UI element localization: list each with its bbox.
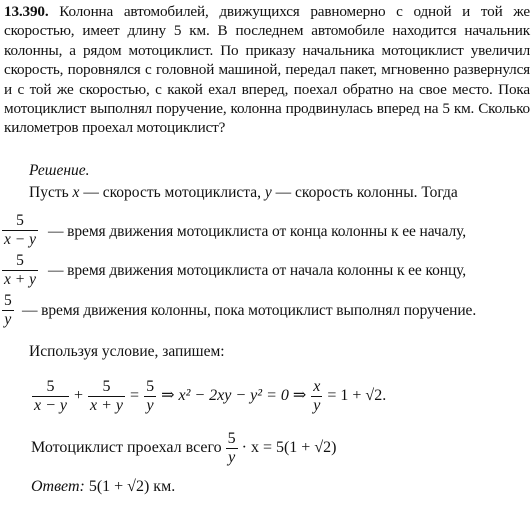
fraction-3-description: — время движения колонны, пока мотоциклист выполнял поручение. (22, 302, 477, 319)
quadratic-equation: x² − 2xy − y² = 0 (178, 387, 289, 405)
answer-line (31, 478, 175, 496)
fraction-2-denominator: x + y (4, 271, 36, 288)
implies-arrow-1: ⇒ (161, 387, 175, 405)
eq-fraction-4-numerator: x (313, 378, 321, 395)
eq-fraction-4 (311, 378, 322, 415)
fraction-3 (2, 292, 14, 329)
solution-intro (29, 184, 458, 202)
fraction-2-description: — время движения мотоциклиста от начала колонны к ее концу, (48, 262, 467, 279)
problem-number: 13.390. (4, 3, 49, 20)
eq-fraction-1 (32, 378, 69, 415)
eq-fraction-2 (88, 378, 125, 415)
problem-text: Колонна автомобилей, движущихся равномерно с одной и той же скоростью, имеет длину 5 км. В последнем автомобиле находится начальник колонны, а рядом мотоциклист. По приказу начальника мотоциклист увеличил скорость, поровнялся с головной машиной, передал пакет, мгновенно развернулся и с той же скоростью, с какой ехал вперед, поехал обратно на свое место. Пока мотоциклист выполнял поручение, колонна продвинулась вперед на 5 км. Сколько километров проехал мотоциклист? (4, 3, 530, 137)
total-expression: · x = 5(1 + √2) (241, 439, 337, 457)
total-distance-text: Мотоциклист проехал всего (31, 439, 222, 457)
eq-fraction-4-denominator: y (313, 397, 321, 414)
fraction-3-numerator: 5 (4, 292, 12, 309)
answer-label: Ответ: (31, 478, 85, 495)
equals-sign: = (130, 387, 140, 405)
intro-mid: — скорость мотоциклиста, (79, 184, 265, 201)
intro-suffix: — скорость колонны. Тогда (271, 184, 458, 201)
intro-prefix: Пусть (29, 184, 73, 201)
total-fraction (226, 430, 238, 467)
plus-sign: + (74, 387, 84, 405)
variable-y: y (264, 184, 272, 201)
main-equation (31, 378, 386, 415)
problem-statement (4, 2, 530, 138)
eq-fraction-3 (144, 378, 156, 415)
fraction-1-numerator: 5 (16, 212, 24, 229)
fraction-line-3 (2, 292, 14, 329)
fraction-1-description: — время движения мотоциклиста от конца колонны к ее началу, (48, 223, 467, 240)
total-fraction-denominator: y (226, 448, 238, 467)
answer-value: 5(1 + √2) км. (88, 478, 176, 495)
equation-result: = 1 + √2. (327, 387, 387, 405)
fraction-2-numerator: 5 (16, 252, 24, 269)
fraction-1 (2, 212, 38, 249)
eq-fraction-1-numerator: 5 (46, 378, 55, 395)
using-condition-text: Используя условие, запишем: (29, 343, 225, 360)
total-distance-line (31, 430, 336, 467)
eq-fraction-3-denominator: y (144, 396, 156, 415)
eq-fraction-3-numerator: 5 (146, 378, 155, 395)
total-fraction-numerator: 5 (227, 430, 236, 447)
eq-fraction-2-denominator: x + y (90, 397, 124, 414)
implies-arrow-2: ⇒ (292, 387, 307, 405)
eq-fraction-2-numerator: 5 (102, 378, 111, 395)
eq-fraction-1-denominator: x − y (34, 397, 67, 414)
fraction-3-denominator: y (2, 310, 14, 329)
fraction-1-denominator: x − y (4, 231, 36, 248)
fraction-line-1 (2, 212, 38, 249)
solution-heading: Решение. (29, 162, 90, 179)
variable-x: x (72, 184, 80, 201)
fraction-line-2 (2, 252, 38, 289)
fraction-2 (2, 252, 38, 289)
